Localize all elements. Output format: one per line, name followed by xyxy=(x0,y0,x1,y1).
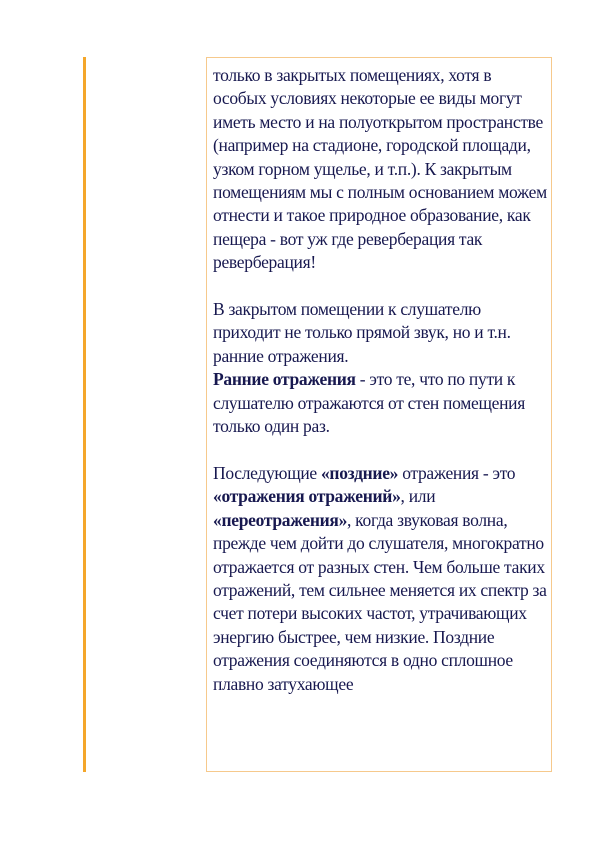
reflections-of-reflections-term: «отражения отражений» xyxy=(213,486,401,507)
paragraph-4-text-c: , или xyxy=(400,486,436,507)
late-reflections-term: «поздние» xyxy=(320,462,399,483)
paragraph-4-text-d: , когда звуковая волна, прежде чем дойти до слушателя, многократно отражается от разных стен. Чем больше таких отражений, тем сильнее меняется их спектр за счет потери высоких частот, утрачивающих энергию быстрее, чем низкие. Поздние отражения соединяются в одно сплошное плавно затухающее xyxy=(213,509,547,694)
paragraph-2 xyxy=(213,298,547,368)
paragraph-4-text-b: отражения - это xyxy=(398,462,516,483)
text-frame xyxy=(206,57,552,772)
paragraph-4 xyxy=(213,462,547,696)
re-reflections-term: «переотражения» xyxy=(213,509,348,530)
paragraph-3 xyxy=(213,368,547,438)
paragraph-1 xyxy=(213,64,547,275)
paragraph-4-text-a: Последующие xyxy=(213,462,321,483)
margin-rule xyxy=(83,57,86,772)
paragraph-1-text: только в закрытых помещениях, хотя в особых условиях некоторые ее виды могут иметь место и на полуоткрытом пространстве (например на стадионе, городской площади, узком горном ущелье, и т.п.). К закрытым помещениям мы с полным основанием можем отнести и такое природное образование, как пещера - вот уж где реверберация так реверберация! xyxy=(213,65,547,273)
paragraph-2-text: В закрытом помещении к слушателю приходит не только прямой звук, но и т.н. ранние отражения. xyxy=(213,299,511,366)
early-reflections-term: Ранние отражения xyxy=(213,369,356,390)
paragraph-3-text: - это те, что по пути к слушателю отражаются от стен помещения только один раз. xyxy=(213,369,526,437)
